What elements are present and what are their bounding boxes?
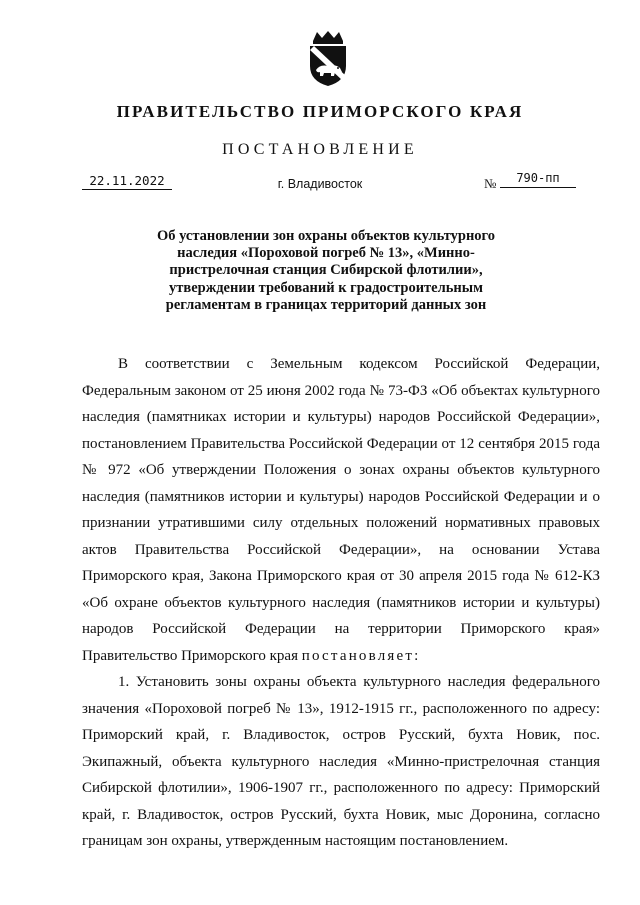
resolves-colon: : bbox=[414, 647, 419, 664]
document-type: ПОСТАНОВЛЕНИЕ bbox=[222, 141, 418, 158]
preamble-text: В соответствии с Земельным кодексом Российской Федерации, Федеральным законом от 25 июня 2002 года № 73-ФЗ «Об объектах культурного наследия (памятниках истории и культуры) народов Российской Федерации», постановлением Правительства Российской Федерации от 12 сентября 2015 года № 972 «Об утверждении Положения о зонах охраны объектов культурного наследия (памятников истории и культуры) народов Российской Федерации и о признании утратившими силу отдельных положений нормативных правовых актов Правительства Российской Федерации», на основании Устава Приморского края, Закона Приморского края от 30 апреля 2015 года № 612-КЗ «Об охране объектов культурного наследия (памятников истории и культуры) народов Российской Федерации на территории Приморского края» Правительство Приморского края bbox=[82, 356, 600, 664]
resolves-word: постановляет bbox=[301, 647, 415, 664]
document-subject: Об установлении зон охраны объектов культурного наследия «Пороховой погреб № 13», «Минно-пристрелочная станция Сибирской флотилии», утверждении требований к градостроительным регламентам в границах территорий данных зон bbox=[156, 228, 496, 313]
number-label: № bbox=[484, 176, 497, 191]
preamble-paragraph bbox=[82, 351, 600, 669]
government-title: ПРАВИТЕЛЬСТВО ПРИМОРСКОГО КРАЯ bbox=[116, 102, 524, 121]
document-date: 22.11.2022 bbox=[82, 173, 172, 190]
document-body bbox=[82, 351, 600, 855]
document-number: 790-пп bbox=[500, 171, 576, 188]
coat-of-arms-icon bbox=[298, 28, 358, 88]
document-city: г. Владивосток bbox=[277, 177, 363, 191]
item-1-paragraph: 1. Установить зоны охраны объекта культурного наследия федерального значения «Пороховой погреб № 13», 1912-1915 гг., расположенного по адресу: Приморский край, г. Владивосток, остров Русский, бухта Новик, пос. Экипажный, объекта культурного наследия «Минно-пристрелочная станция Сибирской флотилии», 1906-1907 гг., расположенного по адресу: Приморский край, г. Владивосток, остров Русский, бухта Новик, мыс Доронина, согласно границам зон охраны, утвержденным настоящим постановлением. bbox=[82, 674, 600, 849]
